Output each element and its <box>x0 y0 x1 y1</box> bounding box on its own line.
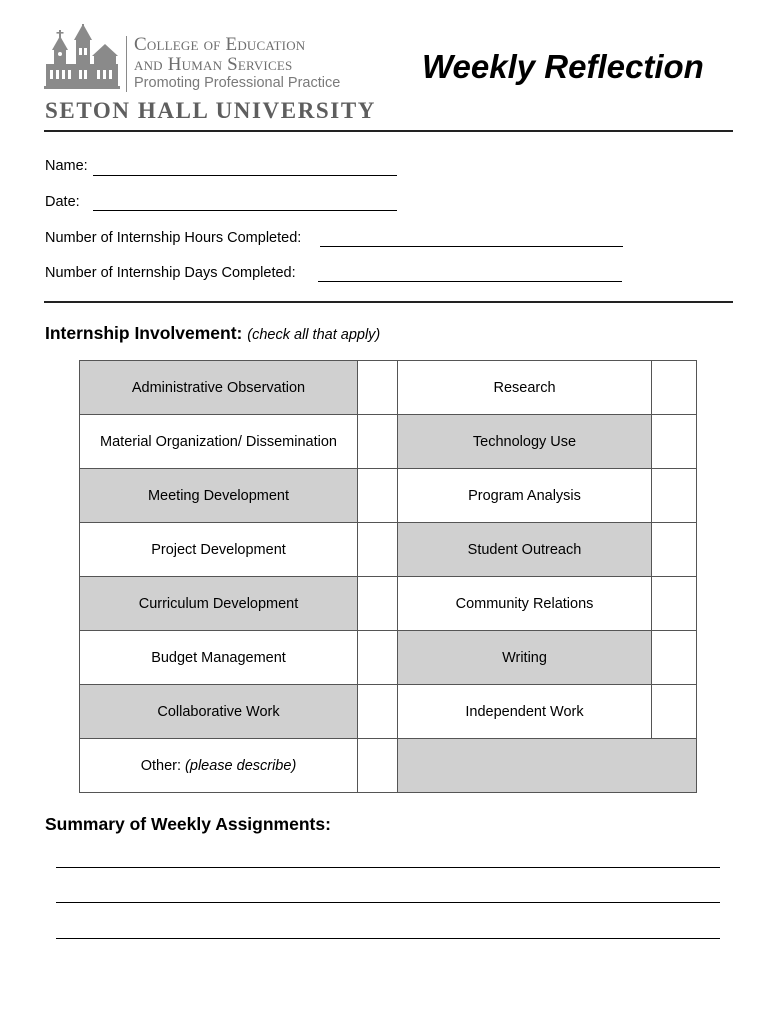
activity-label: Budget Management <box>80 631 358 685</box>
activity-checkbox[interactable] <box>652 523 697 577</box>
table-row <box>80 415 697 469</box>
hours-completed-label: Number of Internship Hours Completed: <box>45 230 302 246</box>
activity-checkbox[interactable] <box>358 469 398 523</box>
blank-shaded-cell <box>398 739 697 793</box>
table-row <box>80 739 697 793</box>
activity-label: Meeting Development <box>80 469 358 523</box>
involvement-note: (check all that apply) <box>247 327 381 343</box>
activity-label: Program Analysis <box>398 469 652 523</box>
activity-checkbox[interactable] <box>358 577 398 631</box>
table-row <box>80 361 697 415</box>
activity-label: Collaborative Work <box>80 685 358 739</box>
activity-label: Technology Use <box>398 415 652 469</box>
name-label: Name: <box>45 158 88 174</box>
activity-label: Student Outreach <box>398 523 652 577</box>
activity-label: Project Development <box>80 523 358 577</box>
date-label: Date: <box>45 194 80 210</box>
activity-checkbox[interactable] <box>358 361 398 415</box>
summary-writing-line[interactable] <box>56 867 720 868</box>
university-building-icon <box>44 24 120 90</box>
logo-college-name-line2: and Human Services <box>134 54 293 75</box>
other-activity-label <box>80 739 358 793</box>
fields-divider <box>44 301 733 303</box>
days-completed-field[interactable] <box>318 281 622 282</box>
involvement-heading-text: Internship Involvement: <box>45 323 243 343</box>
activity-checkbox[interactable] <box>358 523 398 577</box>
table-row <box>80 523 697 577</box>
university-logo <box>44 22 376 124</box>
other-activity-checkbox[interactable] <box>358 739 398 793</box>
activity-checkbox[interactable] <box>358 631 398 685</box>
table-row <box>80 577 697 631</box>
activity-checkbox[interactable] <box>652 577 697 631</box>
logo-college-name-line1: College of Education <box>134 34 306 55</box>
logo-university-name: SETON HALL UNIVERSITY <box>45 98 376 123</box>
table-row <box>80 631 697 685</box>
date-field[interactable] <box>93 210 397 211</box>
logo-divider <box>126 36 127 92</box>
activity-checkbox[interactable] <box>358 415 398 469</box>
activity-checkbox[interactable] <box>652 685 697 739</box>
header-divider <box>44 130 733 132</box>
summary-writing-line[interactable] <box>56 902 720 903</box>
summary-heading: Summary of Weekly Assignments: <box>45 814 331 834</box>
activity-checkbox[interactable] <box>652 415 697 469</box>
other-label: Other: <box>140 757 182 774</box>
involvement-heading <box>45 323 380 344</box>
activity-label: Administrative Observation <box>80 361 358 415</box>
activity-label: Curriculum Development <box>80 577 358 631</box>
involvement-table <box>79 360 697 793</box>
activity-checkbox[interactable] <box>652 631 697 685</box>
hours-completed-field[interactable] <box>320 246 623 247</box>
other-note: (please describe) <box>185 757 297 774</box>
days-completed-label: Number of Internship Days Completed: <box>45 265 296 281</box>
activity-label: Community Relations <box>398 577 652 631</box>
document-title: Weekly Reflection <box>422 48 704 85</box>
activity-label: Independent Work <box>398 685 652 739</box>
activity-checkbox[interactable] <box>652 361 697 415</box>
activity-checkbox[interactable] <box>652 469 697 523</box>
name-field[interactable] <box>93 175 397 176</box>
logo-tagline: Promoting Professional Practice <box>134 75 341 91</box>
activity-label: Material Organization/ Dissemination <box>80 415 358 469</box>
activity-label: Research <box>398 361 652 415</box>
activity-label: Writing <box>398 631 652 685</box>
table-row <box>80 685 697 739</box>
table-row <box>80 469 697 523</box>
summary-writing-line[interactable] <box>56 938 720 939</box>
activity-checkbox[interactable] <box>358 685 398 739</box>
